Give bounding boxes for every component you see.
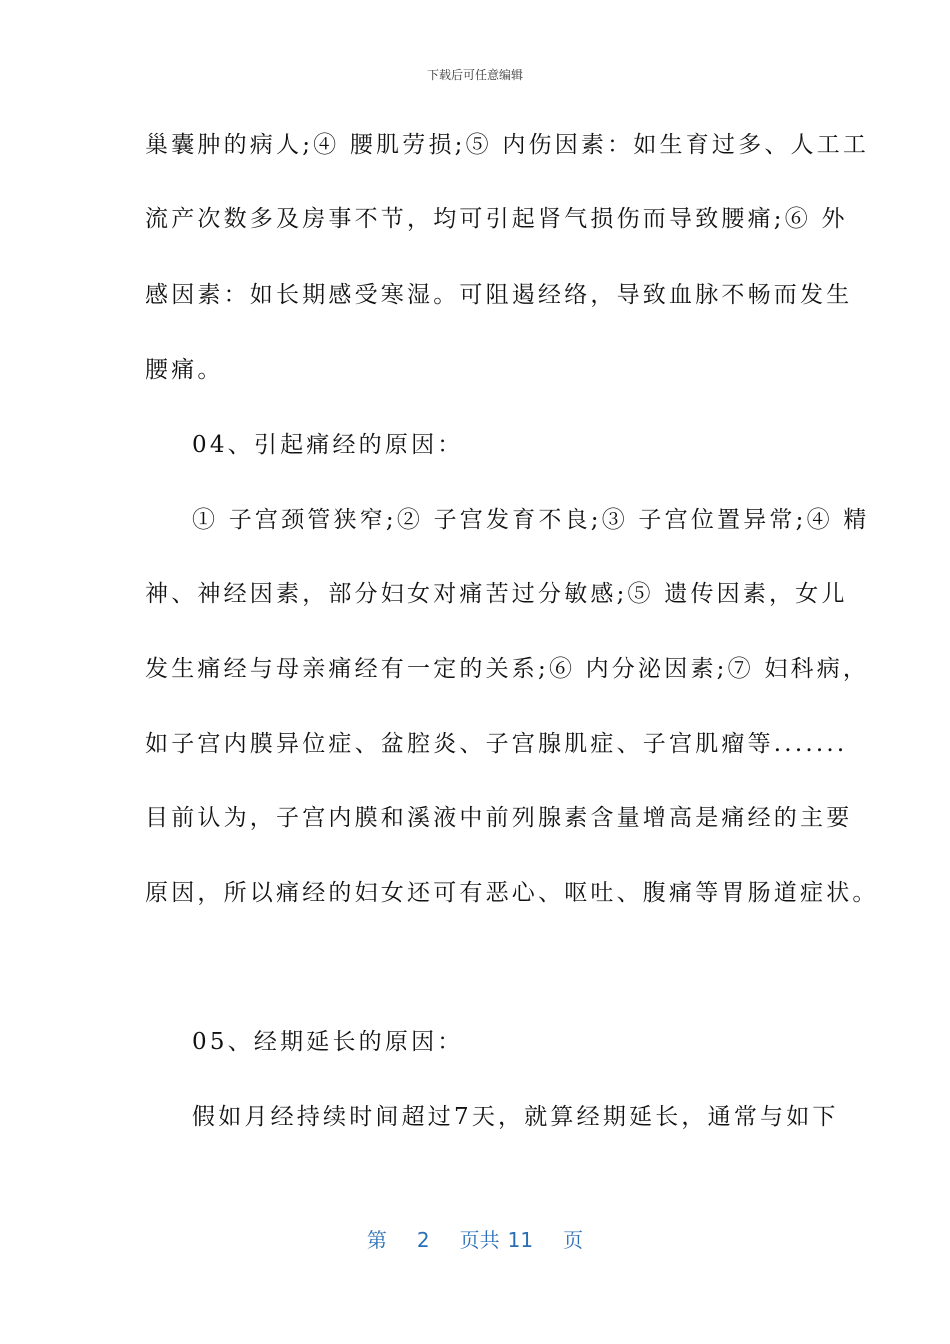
footer-suffix: 页 xyxy=(563,1228,584,1252)
text-line: 腰痛。 xyxy=(145,357,224,383)
text-line: 原因，所以痛经的妇女还可有恶心、呕吐、腹痛等胃肠道症状。 xyxy=(145,880,879,906)
footer-prefix: 第 xyxy=(366,1228,387,1252)
text-line: 假如月经持续时间超过7天，就算经期延长，通常与如下 xyxy=(192,1104,839,1130)
page-footer xyxy=(0,1224,950,1253)
text-line: 目前认为，子宫内膜和溪液中前列腺素含量增高是痛经的主要 xyxy=(145,805,853,831)
page-total: 11 xyxy=(507,1228,534,1252)
section-heading: 04、引起痛经的原因： xyxy=(192,432,464,458)
footer-middle: 页共 xyxy=(459,1228,500,1252)
text-line: 发生痛经与母亲痛经有一定的关系;⑥ 内分泌因素;⑦ 妇科病， xyxy=(145,656,870,682)
text-line: 巢囊肿的病人;④ 腰肌劳损;⑤ 内伤因素：如生育过多、人工工 xyxy=(145,132,870,158)
text-line: 感因素：如长期感受寒湿。可阻遏经络，导致血脉不畅而发生 xyxy=(145,282,853,308)
text-line: 神、神经因素，部分妇女对痛苦过分敏感;⑤ 遗传因素，女儿 xyxy=(145,581,848,607)
text-line: 流产次数多及房事不节，均可引起肾气损伤而导致腰痛;⑥ 外 xyxy=(145,206,848,232)
text-line: ① 子宫颈管狭窄;② 子宫发育不良;③ 子宫位置异常;④ 精 xyxy=(192,507,870,533)
page-number: 2 xyxy=(416,1228,430,1252)
section-heading: 05、经期延长的原因： xyxy=(192,1029,464,1055)
page-header: 下载后可任意编辑 xyxy=(426,68,523,82)
text-line: 如子宫内膜异位症、盆腔炎、子宫腺肌症、子宫肌瘤等....... xyxy=(145,731,848,757)
